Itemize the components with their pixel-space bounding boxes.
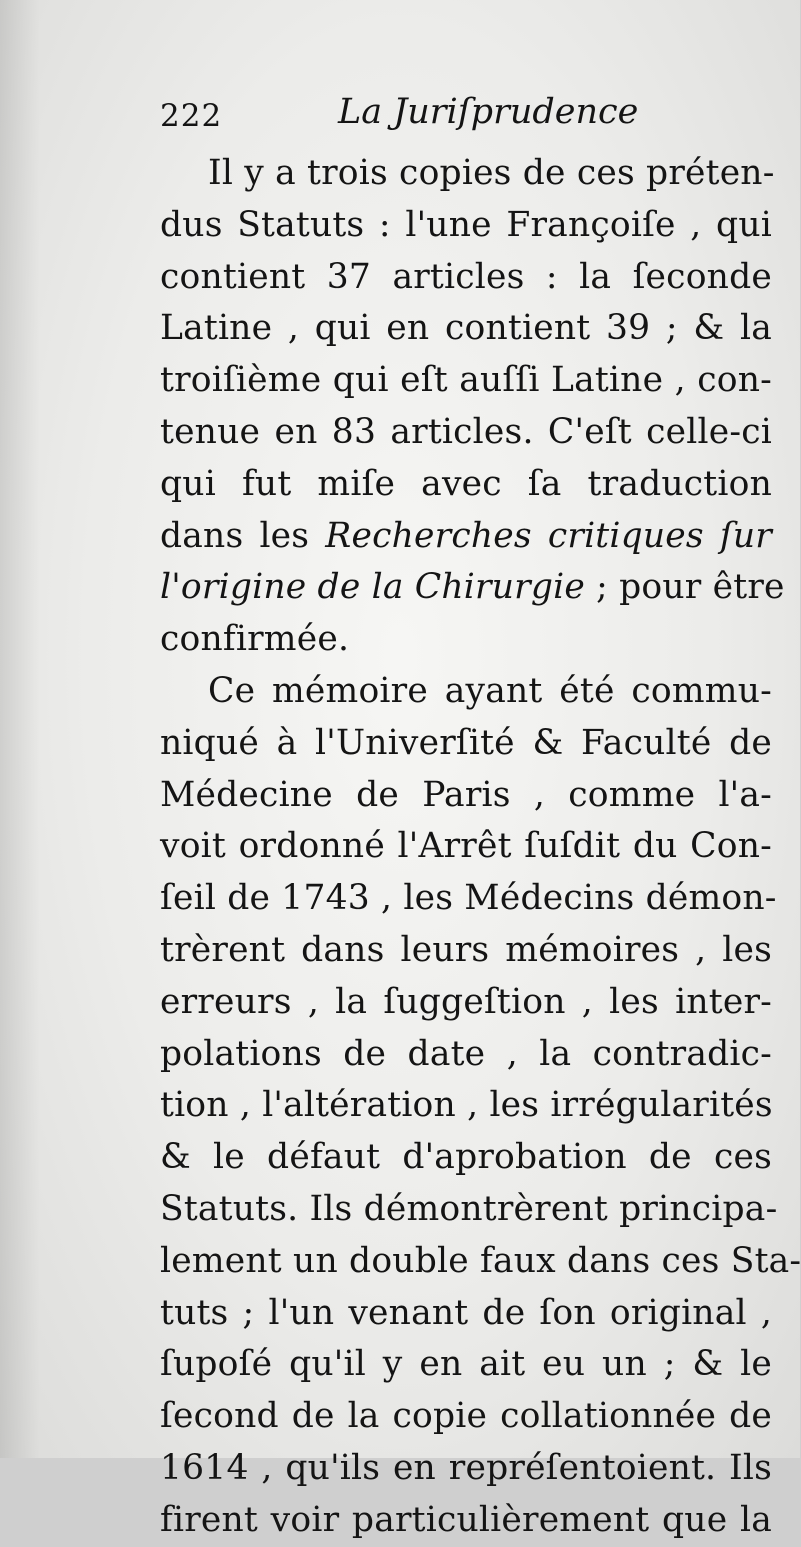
text-span: contient 37 articles : la ſeconde (160, 256, 772, 297)
text-line (160, 355, 772, 407)
text-span: tenue en 83 articles. C'eſt celle-ci (160, 411, 772, 452)
text-line (160, 1339, 772, 1391)
italic-text-span: l'origine de la Chirurgie (160, 567, 585, 608)
text-span: ſupoſé qu'il y en ait eu un ; & le (160, 1344, 772, 1385)
text-line (160, 1443, 772, 1495)
text-line (160, 407, 772, 459)
text-line (160, 977, 772, 1029)
text-span: Il y a trois copies de ces préten- (208, 153, 775, 193)
text-span: trèrent dans leurs mémoires , les (160, 929, 772, 970)
text-span: tuts ; l'un venant de ſon original , (160, 1292, 772, 1333)
text-span: 1614 , qu'ils en repréſentoient. Ils (160, 1447, 772, 1488)
text-span: Ce mémoire ayant été commu- (208, 670, 772, 711)
text-span: firent voir particulièrement que la (160, 1499, 772, 1540)
text-line (160, 873, 777, 925)
text-span: troiſième qui eſt auſſi Latine , con- (160, 360, 772, 401)
page-header (160, 92, 770, 144)
text-span: Médecine de Paris , comme l'a- (160, 774, 772, 815)
gutter-shadow (0, 0, 40, 1458)
page-number: 222 (160, 98, 223, 134)
text-line (160, 252, 772, 304)
text-line (160, 459, 772, 511)
text-line (160, 562, 785, 614)
text-line (160, 1080, 772, 1132)
text-span: ſeil de 1743 , les Médecins démon- (160, 878, 777, 919)
running-title: La Juriſprudence (338, 92, 639, 132)
text-span: tion , l'altération , les irrégularités (160, 1085, 773, 1126)
text-line (160, 925, 772, 977)
text-span: dus Statuts : l'une Françoiſe , qui (160, 204, 772, 245)
text-span: voit ordonné l'Arrêt ſuſdit du Con- (160, 826, 772, 867)
text-line (160, 1391, 772, 1443)
text-line (160, 666, 772, 718)
text-line (160, 511, 772, 563)
text-line (160, 614, 772, 666)
text-span: lement un double faux dans ces Sta- (160, 1240, 801, 1281)
text-span: dans les (160, 515, 326, 556)
body-text (160, 148, 801, 1547)
text-span: Latine , qui en contient 39 ; & la (160, 308, 772, 349)
text-span: ſecond de la copie collationnée de (160, 1396, 772, 1437)
text-line (160, 1288, 772, 1340)
text-line (160, 1029, 772, 1081)
text-span: confirmée. (160, 619, 350, 660)
text-line (160, 1132, 772, 1184)
text-line (160, 1495, 772, 1547)
text-line (160, 1236, 801, 1288)
text-line (160, 718, 772, 770)
text-line (160, 770, 772, 822)
text-span: polations de date , la contradic- (160, 1033, 772, 1074)
text-line (160, 148, 775, 200)
text-line (160, 200, 772, 252)
text-span: qui fut miſe avec ſa traduction (160, 463, 772, 504)
italic-text-span: Recherches critiques ſur (325, 515, 772, 556)
text-span: erreurs , la ſuggeſtion , les inter- (160, 981, 772, 1022)
text-line (160, 303, 772, 355)
text-line (160, 1184, 778, 1236)
text-line (160, 821, 772, 873)
text-span: ; pour être (584, 567, 785, 608)
text-span: Statuts. Ils démontrèrent principa- (160, 1188, 778, 1229)
text-span: niqué à l'Univerſité & Faculté de (160, 722, 772, 763)
text-span: & le défaut d'aprobation de ces (160, 1137, 772, 1178)
